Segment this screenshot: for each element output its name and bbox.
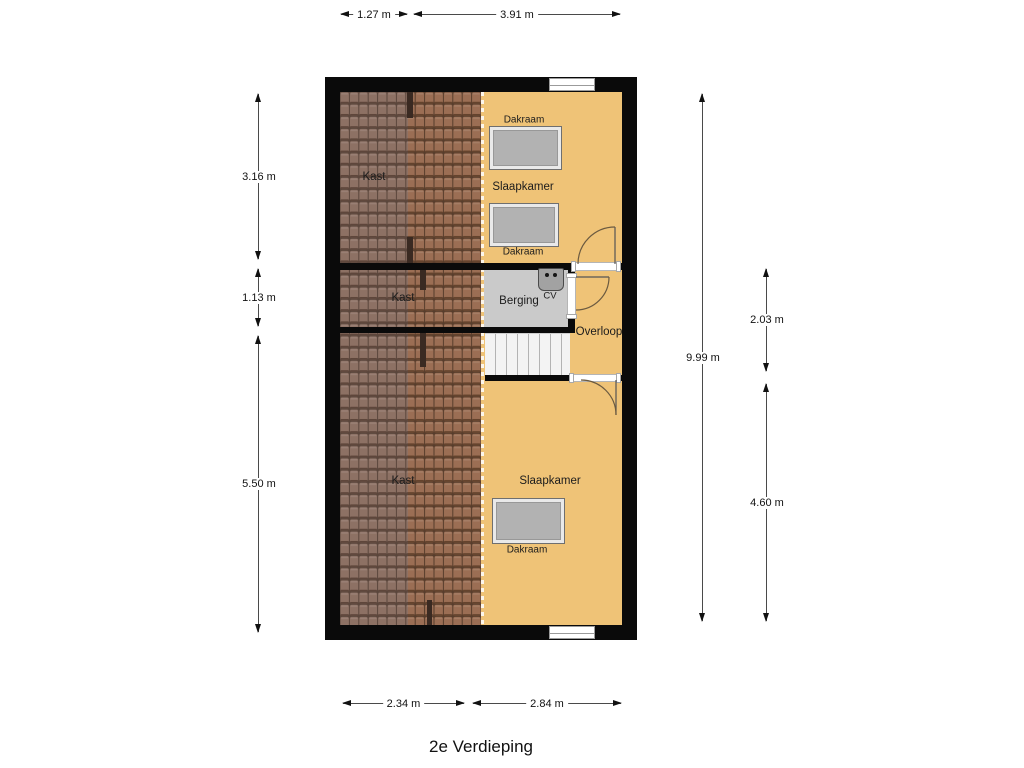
- label-slaapkamer-bottom: Slaapkamer: [519, 475, 581, 487]
- door-opening-top-bedroom: [575, 262, 617, 271]
- dim-right-3: [750, 383, 784, 622]
- knee-wall-stub: [407, 237, 413, 263]
- label-dakraam-3: Dakraam: [506, 544, 548, 556]
- window-bottom: [549, 626, 595, 639]
- roof-tiles-right: [408, 92, 481, 625]
- dim-label: 3.16 m: [238, 171, 280, 183]
- door-jamb: [571, 261, 576, 272]
- dim-arrow: [255, 624, 261, 633]
- label-berging: Berging: [499, 295, 539, 307]
- dim-arrow: [613, 700, 622, 706]
- dim-arrow: [763, 613, 769, 622]
- dim-arrow: [255, 335, 261, 344]
- dim-arrow: [763, 363, 769, 372]
- door-jamb: [616, 261, 621, 272]
- dim-top-2: [413, 8, 621, 21]
- dim-label: 2.03 m: [746, 314, 788, 326]
- dim-label: 2.84 m: [526, 698, 568, 710]
- dakraam-glass: [493, 130, 558, 166]
- roof-tile-area: [340, 92, 481, 625]
- dim-arrow: [340, 11, 349, 17]
- dim-arrow: [699, 613, 705, 622]
- window-pane-line: [550, 633, 594, 634]
- dakraam-glass: [496, 502, 561, 540]
- dakraam-window-1: [489, 126, 562, 170]
- knee-wall-stub: [420, 333, 426, 367]
- dim-left-2: [242, 268, 276, 327]
- label-kast-middle: Kast: [391, 292, 415, 304]
- cv-knob: [553, 273, 557, 277]
- dim-arrow: [255, 93, 261, 102]
- dim-bottom-1: [342, 697, 465, 710]
- door-jamb: [566, 314, 577, 319]
- staircase: [485, 333, 570, 375]
- dim-top-1: [340, 8, 408, 21]
- dim-arrow: [413, 11, 422, 17]
- knee-wall-stub: [420, 270, 426, 290]
- knee-wall-stub: [407, 92, 413, 118]
- door-opening-berging: [567, 278, 576, 315]
- window-top: [549, 78, 595, 91]
- wall-left: [325, 77, 340, 640]
- door-jamb: [566, 273, 577, 278]
- wall-divider-middle: [340, 327, 572, 333]
- dim-bottom-2: [472, 697, 622, 710]
- cv-boiler: [538, 268, 564, 291]
- dakraam-window-2: [489, 203, 559, 247]
- dim-arrow: [255, 268, 261, 277]
- label-dakraam-2: Dakraam: [502, 246, 544, 258]
- dim-label: 3.91 m: [496, 9, 538, 21]
- dim-arrow: [255, 318, 261, 327]
- dim-right-2: [750, 268, 784, 372]
- label-dakraam-1: Dakraam: [503, 114, 545, 126]
- dim-arrow: [456, 700, 465, 706]
- dim-label: 5.50 m: [238, 478, 280, 490]
- wall-right: [622, 77, 637, 640]
- cv-knob: [545, 273, 549, 277]
- dim-arrow: [472, 700, 481, 706]
- floor-title: 2e Verdieping: [429, 737, 533, 756]
- label-kast-bottom: Kast: [391, 475, 415, 487]
- dim-arrow: [699, 93, 705, 102]
- label-slaapkamer-top: Slaapkamer: [492, 181, 554, 193]
- dim-label: 2.34 m: [383, 698, 425, 710]
- dim-arrow: [399, 11, 408, 17]
- headroom-dashed-line: [481, 92, 484, 625]
- dakraam-window-3: [492, 498, 565, 544]
- dim-arrow: [342, 700, 351, 706]
- dim-label: 1.27 m: [353, 9, 395, 21]
- dim-arrow: [763, 383, 769, 392]
- knee-wall-stub: [427, 600, 432, 625]
- dim-arrow: [763, 268, 769, 277]
- label-cv: CV: [543, 290, 557, 302]
- label-overloop: Overloop: [575, 326, 623, 338]
- dim-left-1: [242, 93, 276, 260]
- door-jamb: [616, 373, 621, 383]
- dakraam-glass: [493, 207, 555, 243]
- dim-label: 9.99 m: [682, 352, 724, 364]
- door-opening-bottom-bedroom: [573, 374, 617, 382]
- door-jamb: [569, 373, 574, 383]
- dim-left-3: [242, 335, 276, 633]
- dim-arrow: [255, 251, 261, 260]
- window-pane-line: [550, 85, 594, 86]
- label-kast-top: Kast: [362, 171, 386, 183]
- dim-label: 1.13 m: [238, 292, 280, 304]
- dim-right-1: [686, 93, 720, 622]
- dim-label: 4.60 m: [746, 497, 788, 509]
- dim-arrow: [612, 11, 621, 17]
